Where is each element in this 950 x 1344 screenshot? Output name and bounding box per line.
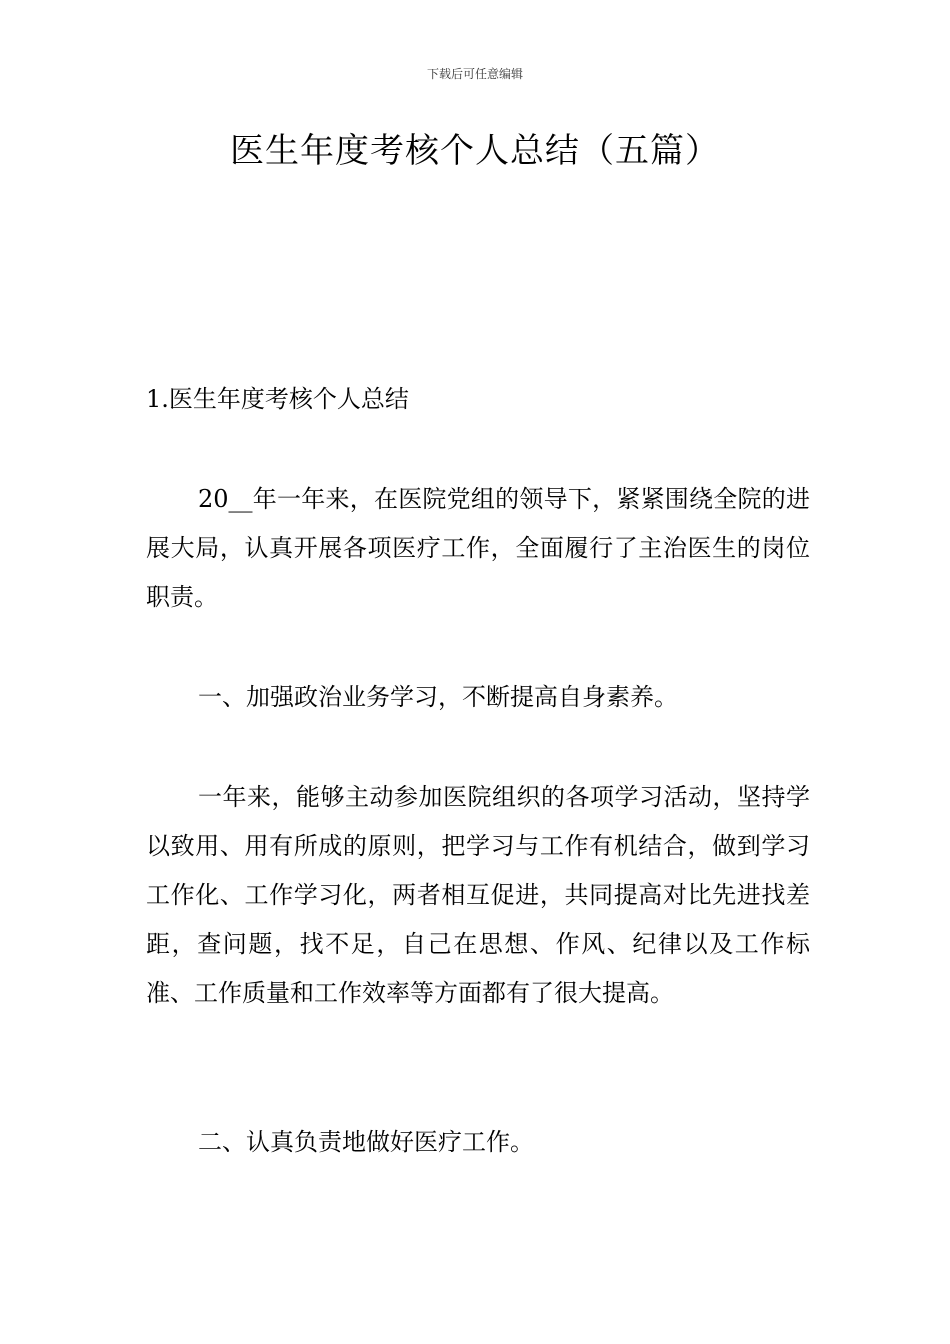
paragraph-intro: 20__年一年来，在医院党组的领导下，紧紧围绕全院的进展大局，认真开展各项医疗工作，全面履行了主治医生的岗位职责。 [146,485,810,611]
section-heading: 1.医生年度考核个人总结 [146,385,409,413]
paragraph-heading-one: 一、加强政治业务学习，不断提高自身素养。 [198,683,678,711]
header-note: 下载后可任意编辑 [426,67,523,81]
document-title: 医生年度考核个人总结（五篇） [230,131,720,171]
paragraph-study: 一年来，能够主动参加医院组织的各项学习活动，坚持学以致用、用有所成的原则，把学习与工作有机结合，做到学习工作化、工作学习化，两者相互促进，共同提高对比先进找差距，查问题，找不足，自己在思想、作风、纪律以及工作标准、工作质量和工作效率等方面都有了很大提高。 [146,783,810,1007]
paragraph-heading-two: 二、认真负责地做好医疗工作。 [198,1128,534,1156]
